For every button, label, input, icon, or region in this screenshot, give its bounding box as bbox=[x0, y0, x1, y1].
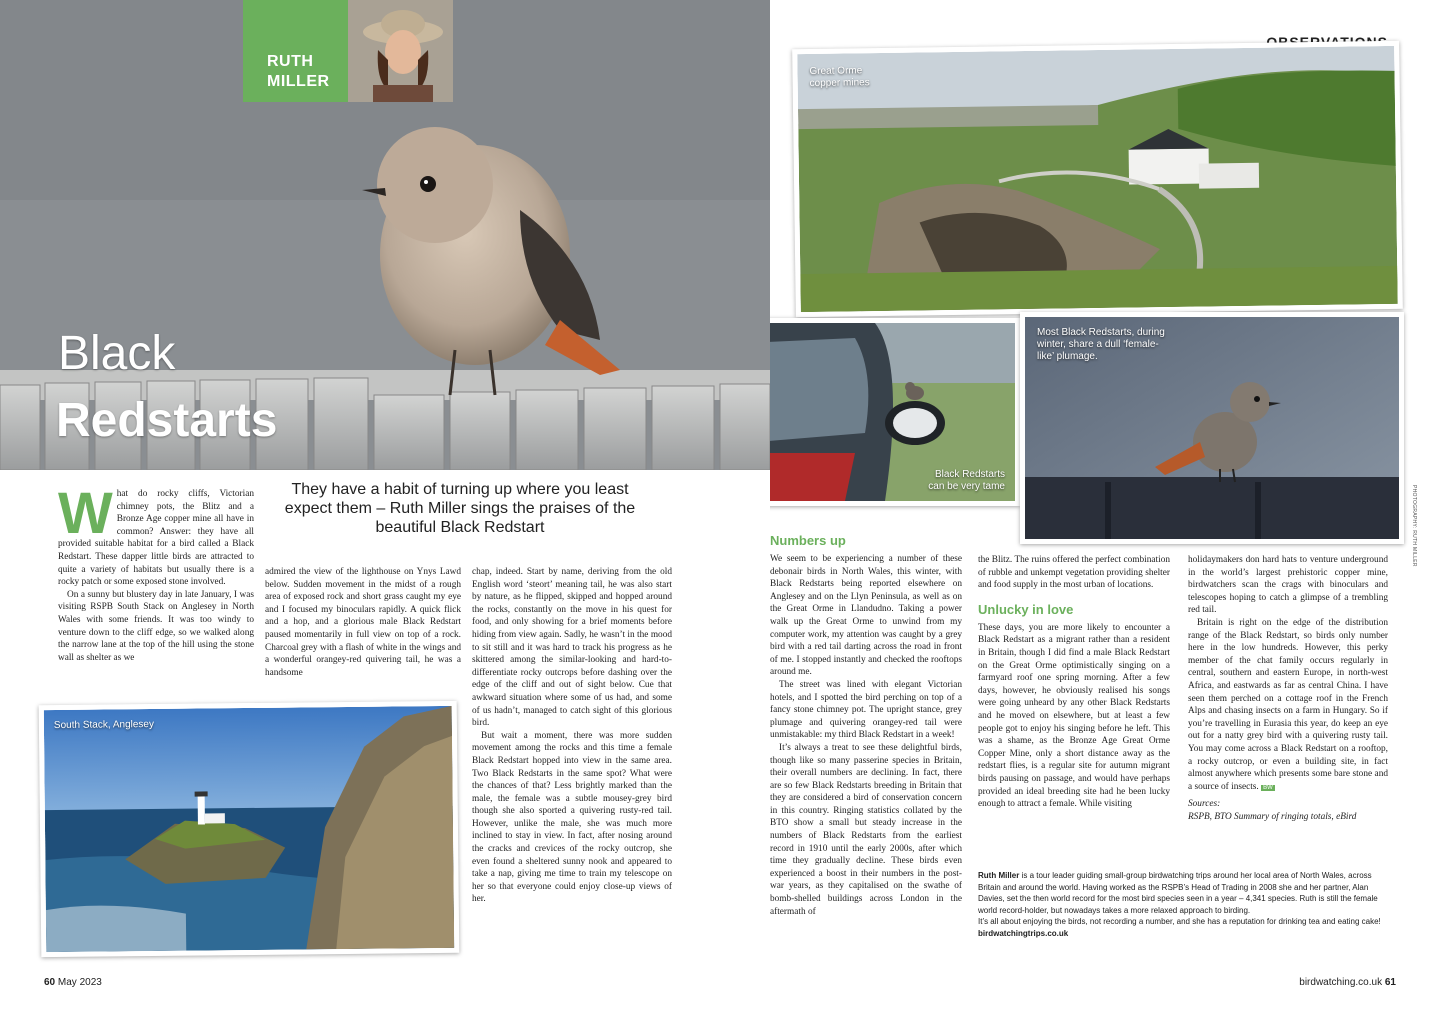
page-number: 61 bbox=[1384, 977, 1396, 988]
subhead-unlucky-in-love: Unlucky in love bbox=[978, 601, 1074, 617]
great-orme-photo bbox=[792, 41, 1403, 317]
left-column-2 bbox=[265, 566, 461, 679]
paragraph bbox=[1188, 617, 1388, 794]
south-stack-photo bbox=[39, 701, 460, 957]
sources-text: RSPB, BTO Summary of ringing totals, eBird bbox=[1188, 811, 1357, 822]
left-column-3 bbox=[472, 566, 672, 906]
standfirst: They have a habit of turning up where you least expect them – Ruth Miller sings the praises of the beautiful Black Redstart bbox=[284, 481, 636, 536]
author-first-name: RUTH bbox=[267, 53, 314, 70]
drop-cap: W bbox=[58, 481, 113, 546]
author-last-name: MILLER bbox=[267, 73, 330, 90]
article-title-line1: Black bbox=[58, 327, 176, 380]
subhead-numbers-up: Numbers up bbox=[770, 533, 846, 548]
caption-south-stack: South Stack, Anglesey bbox=[53, 718, 155, 732]
right-page bbox=[770, 0, 1440, 1020]
left-folio bbox=[44, 977, 102, 988]
paragraph: chap, indeed. Start by name, deriving from the old English word ‘steort’ meaning tail, he was also start by nature, as he flipped, skipped and hopped around the rocks, constantly on the move in his quest for food, and only showing for a brief moments before hiding from view again. Sadly, he wasn’t in the mood to sit still and it was hard to track his progress as he skittered among the similar-looking and hard-to-differentiate rocky outcrops before dashing over the edge of the cliff and out of sight below. Cue that awkward situation where some of us had, and some of us hadn’t, managed to catch sight of this glorious bird. bbox=[472, 567, 672, 729]
paragraph: It’s always a treat to see these delightful birds, though like so many passerine species in Britain, their overall numbers are declining. In fact, there are so few Black Redstarts breeding in Britain that they are considered a bird of conservation concern in this country. Ringing statistics collated by the BTO show a small but steady increase in the numbers of Black Redstarts from the earliest record in 1910 until the early 2000s, after which time they gradually decline. These birds even experienced a boost in their numbers in the post-war years, as they capitalised on the swathe of bomb-shelled buildings across London in the aftermath of bbox=[770, 742, 962, 917]
bio-paragraph bbox=[978, 870, 1390, 916]
bio-name: Ruth Miller bbox=[978, 871, 1020, 880]
caption-great-orme: Great Orme copper mines bbox=[809, 65, 870, 90]
author-badge-name bbox=[243, 0, 348, 102]
paragraph: The street was lined with elegant Victorian hotels, and I spotted the bird perching on top of a fancy stone chimney pot. The upright stance, grey plumage and quivering orangey-red tail were unmistakable: my third Black Redstart in a week! bbox=[770, 679, 962, 741]
paragraph-text: hat do rocky cliffs, Victorian chimney pots, the Blitz and a Bronze Age copper mine all have in common? Answer: they have all provided suitable habitat for a bird called a Black Redstart. These dapper little birds are attracted to quite a variety of habitats but usually there is a rocky patch or some exposed stone involved. bbox=[58, 489, 254, 588]
author-portrait-illustration bbox=[348, 0, 453, 102]
paragraph: On a sunny but blustery day in late January, I was visiting RSPB South Stack on Anglesey in North Wales with some friends. It was too windy to venture down to the cliff edge, so we walked along the narrow lane at the top of the hill using the stone wall as shelter as we bbox=[58, 589, 254, 663]
right-column-3 bbox=[1188, 554, 1388, 823]
left-column-1 bbox=[58, 481, 254, 664]
caption-female-plumage: Most Black Redstarts, during winter, share a dull ‘female-like’ plumage. bbox=[1037, 327, 1165, 362]
paragraph bbox=[58, 481, 254, 589]
paragraph: But wait a moment, there was more sudden movement among the rocks and this time a female Black Redstart hopped into view in the same area. Two Black Redstarts in the same spot? What were the chances of that? Less brightly marked than the male, the female was a subtle mousey-grey bird though she also sported a quivering rusty-red tail. However, unlike the male, she was much more inclined to stay in view. In fact, after nosing around the cracks and crevices of the rocky outcrop, she even found a sheltered sunny nook and appeared to take a nap, giving me time to train my telescope on her so that everyone could enjoy close-up views of her. bbox=[472, 730, 672, 905]
article-title-line2: Redstarts bbox=[56, 394, 278, 447]
paragraph: These days, you are more likely to encounter a Black Redstart as a migrant rather than a resident in Britain, though I did find a male Black Redstart on the Great Orme optimistically singing on a farmyard roof one spring morning. After a few days, however, he obviously realised his songs were going unheard by any other Black Redstarts and he moved on elsewhere, but at least a few people got to enjoy his singing before he left. This was a shame, as the Bronze Age Great Orme Copper Mine, only a short distance away as the redstart flies, is a regular site for autumn migrant birds pausing on passage, and would have perhaps provided an ideal breeding site had he been lucky enough to attract a female. While visiting bbox=[978, 622, 1170, 810]
hero-photo-black-redstart bbox=[0, 0, 770, 470]
author-portrait bbox=[348, 0, 453, 102]
paragraph-text: Britain is right on the edge of the distribution range of the Black Redstart, so birds only number here in the low hundreds. However, this perky member of the chat family occurs regularly in central, southern and eastern Europe, in north-west Africa, and eastwards as far as central China. I have seen them perched on a cottage roof in the French Alps and chasing insects on a farm in Hungary. So if you’re travelling in Eurasia this year, do keep an eye out for a natty grey bird with a quivering rusty tail. You may come across a Black Redstart on a rooftop, a rocky outcrop, or even a building site, in fact almost anywhere which presents some bare stone and a source of insects. bbox=[1188, 617, 1388, 792]
car-mirror-photo bbox=[770, 318, 1020, 506]
page-number: 60 bbox=[44, 977, 56, 988]
paragraph: holidaymakers don hard hats to venture underground in the world’s largest prehistoric copper mine, birdwatchers scan the crags with binoculars and telescopes hoping to catch a glimpse of a trembling red tail. bbox=[1188, 555, 1388, 616]
right-column-1 bbox=[770, 533, 962, 918]
paragraph: admired the view of the lighthouse on Ynys Lawd below. Sudden movement in the midst of a rough area of exposed rock and short grass caught my eye and I focused my binoculars rapidly. A quick flick and a hop, and a glorious male Black Redstart paused momentarily in full view on top of a rock. Charcoal grey with a flash of white in the wings and a wonderful orangey-red quivering tail, he was a handsome bbox=[265, 567, 461, 678]
website: birdwatching.co.uk bbox=[1299, 977, 1383, 988]
paragraph: We seem to be experiencing a number of these debonair birds in North Wales, this winter, with Black Redstarts being reported elsewhere on Anglesey and on the Llyn Peninsula, as well as on the Great Orme in Llandudno. Taking a power walk up the Great Orme to unwind from my computer work, my attention was caught by a grey bird with a red tail darting across the road in front of me. I stopped instantly and checked the rooftops around me. bbox=[770, 554, 962, 678]
bio-text: is a tour leader guiding small-group birdwatching trips around her local area of North Wales, across Britain and around the world. Having worked as the RSPB’s Head of Trading in 2008 she and her partner, Alan Davies, set the then world record for the most bird species seen in a year – 4,341 species. Ruth is still the female world record-holder, but nowadays takes a more relaxed approach to birding. bbox=[978, 871, 1378, 915]
sources-label: Sources: bbox=[1188, 799, 1221, 810]
caption-car: Black Redstarts can be very tame bbox=[928, 469, 1005, 492]
end-mark: BW bbox=[1263, 784, 1273, 791]
south-stack-illustration bbox=[44, 706, 455, 952]
author-bio bbox=[978, 870, 1390, 940]
author-badge bbox=[243, 0, 453, 102]
bio-paragraph: It’s all about enjoying the birds, not recording a number, and she has a reputation for drinking tea and eating cake! bbox=[978, 917, 1381, 927]
photo-credit: PHOTOGRAPHY: RUTH MILLER bbox=[1411, 485, 1417, 567]
bio-website-link[interactable]: birdwatchingtrips.co.uk bbox=[978, 928, 1069, 938]
issue-date: May 2023 bbox=[57, 977, 102, 988]
right-column-2 bbox=[978, 554, 1170, 811]
right-folio bbox=[1299, 977, 1396, 988]
paragraph: the Blitz. The ruins offered the perfect combination of rubble and unkempt vegetation providing shelter and food supply in the most urban of locations. bbox=[978, 555, 1170, 591]
female-redstart-photo bbox=[1020, 312, 1404, 544]
